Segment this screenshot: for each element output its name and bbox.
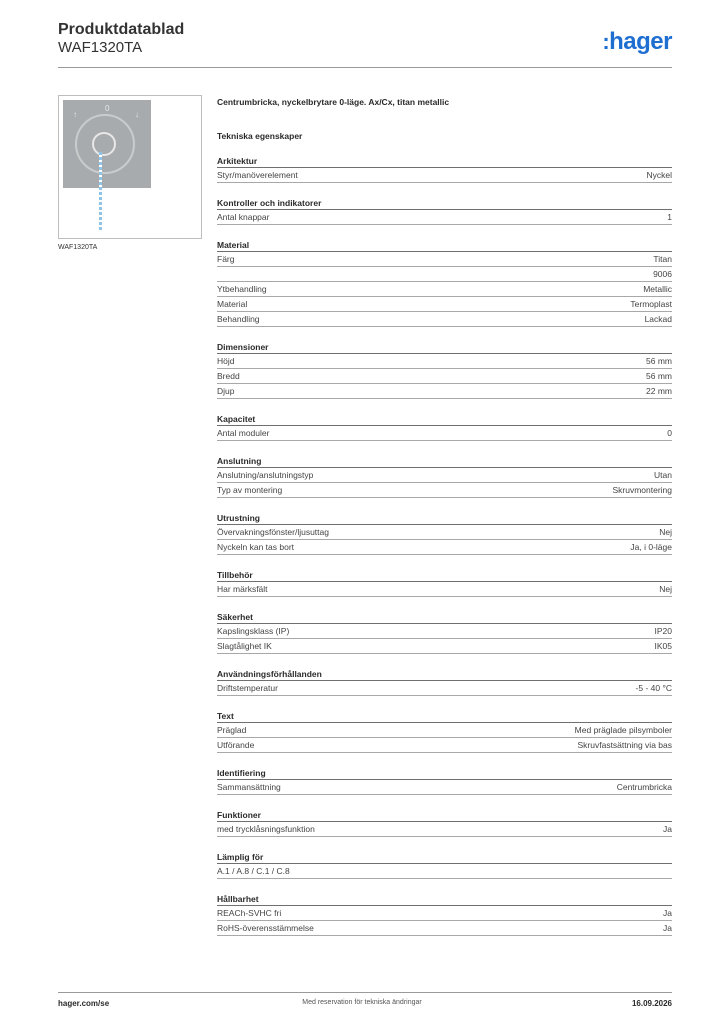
property-row [217,210,672,225]
section [217,455,672,498]
section-title: Kontroller och indikatorer [217,197,672,210]
section-title: Kapacitet [217,413,672,426]
section [217,413,672,441]
section [217,239,672,327]
arrow-down-icon: ↓ [135,110,139,119]
property-label: Anslutning/anslutningstyp [217,470,314,480]
property-value: Termoplast [630,299,672,309]
section-title: Användningsförhållanden [217,668,672,681]
property-row [217,267,672,282]
property-row [217,906,672,921]
property-row [217,384,672,399]
property-value: 56 mm [646,356,672,366]
property-label: Övervakningsfönster/ljusuttag [217,527,329,537]
property-label: Behandling [217,314,260,324]
property-label: Material [217,299,248,309]
property-label: med trycklåsningsfunktion [217,824,315,834]
property-value: Nej [659,527,672,537]
property-label: Driftstemperatur [217,683,278,693]
property-label: Antal knappar [217,212,270,222]
property-row [217,582,672,597]
property-label: Utförande [217,740,255,750]
property-row [217,681,672,696]
property-value: IP20 [654,626,672,636]
property-row [217,525,672,540]
product-image [58,95,202,239]
property-label: A.1 / A.8 / C.1 / C.8 [217,866,290,876]
property-value: Skruvfastsättning via bas [577,740,672,750]
sections-container [217,155,672,936]
property-label: Styr/manöverelement [217,170,298,180]
property-row [217,297,672,312]
header-divider [58,67,672,68]
section-title: Text [217,710,672,723]
property-row [217,483,672,498]
section [217,512,672,555]
key-chain-icon [99,152,102,232]
zero-position-mark: 0 [105,104,110,113]
property-value: Metallic [643,284,672,294]
property-label: RoHS-överensstämmelse [217,923,314,933]
hager-logo[interactable] [602,28,672,56]
property-row [217,921,672,936]
switch-plate [63,100,151,188]
section-title: Tillbehör [217,569,672,582]
property-value: -5 - 40 °C [635,683,672,693]
property-row [217,426,672,441]
property-value: Skruvmontering [612,485,672,495]
property-label: Kapslingsklass (IP) [217,626,290,636]
property-label: Typ av montering [217,485,283,495]
footer-divider [58,992,672,993]
property-value: Ja [663,824,672,834]
property-row [217,354,672,369]
property-value: Centrumbricka [616,782,672,792]
property-value: Ja [663,923,672,933]
property-value: Lackad [644,314,672,324]
footer-website-link[interactable]: hager.com/se [58,999,110,1008]
section-title: Dimensioner [217,341,672,354]
property-value: IK05 [654,641,672,651]
section [217,197,672,225]
section-title: Anslutning [217,455,672,468]
property-value: Ja, i 0-läge [630,542,672,552]
property-value: Med präglade pilsymboler [574,725,672,735]
section [217,851,672,879]
image-caption: WAF1320TA [58,244,98,251]
property-row [217,738,672,753]
property-row [217,252,672,267]
property-label: Bredd [217,371,240,381]
footer-disclaimer: Med reservation för tekniska ändringar [302,999,422,1006]
property-label: Antal moduler [217,428,270,438]
main-content [217,97,672,950]
property-value: Ja [663,908,672,918]
property-value: 1 [667,212,672,222]
section-title: Lämplig för [217,851,672,864]
section-title: Hållbarhet [217,893,672,906]
section [217,710,672,753]
property-row [217,822,672,837]
property-row [217,468,672,483]
property-value: Nyckel [646,170,672,180]
section [217,155,672,183]
section [217,611,672,654]
property-row [217,540,672,555]
technical-properties-heading: Tekniska egenskaper [217,131,303,141]
property-label: Ytbehandling [217,284,267,294]
logo-text: hager [609,28,672,55]
property-row [217,312,672,327]
property-row [217,639,672,654]
section-title: Material [217,239,672,252]
property-row [217,168,672,183]
section-title: Säkerhet [217,611,672,624]
page-title: Produktdatablad [58,21,185,38]
section-title: Identifiering [217,767,672,780]
section [217,893,672,936]
property-row [217,780,672,795]
logo-colon: : [602,29,610,54]
section-title: Utrustning [217,512,672,525]
section [217,341,672,399]
section [217,809,672,837]
property-row [217,624,672,639]
footer-date: 16.09.2026 [631,999,672,1008]
property-label: Har märksfält [217,584,268,594]
property-label: Sammansättning [217,782,281,792]
property-row [217,369,672,384]
property-row [217,282,672,297]
property-label: Slagtålighet IK [217,641,272,651]
property-label: Präglad [217,725,247,735]
section [217,569,672,597]
property-label: Höjd [217,356,235,366]
property-value: Nej [659,584,672,594]
section [217,767,672,795]
property-value: 0 [667,428,672,438]
property-label: Nyckeln kan tas bort [217,542,295,552]
property-value: 22 mm [646,386,672,396]
property-value: Titan [653,254,672,264]
product-code: WAF1320TA [58,39,143,56]
property-value: 56 mm [646,371,672,381]
section [217,668,672,696]
property-label: REACh-SVHC fri [217,908,282,918]
product-description: Centrumbricka, nyckelbrytare 0-läge. Ax/Cx, titan metallic [217,97,450,107]
property-label: Djup [217,386,235,396]
arrow-up-icon: ↑ [73,110,77,119]
property-row [217,864,672,879]
property-label: Färg [217,254,235,264]
section-title: Arkitektur [217,155,672,168]
property-value: Utan [654,470,672,480]
property-value: 9006 [653,269,672,279]
section-title: Funktioner [217,809,672,822]
key-ring-icon [92,132,116,156]
property-row [217,723,672,738]
